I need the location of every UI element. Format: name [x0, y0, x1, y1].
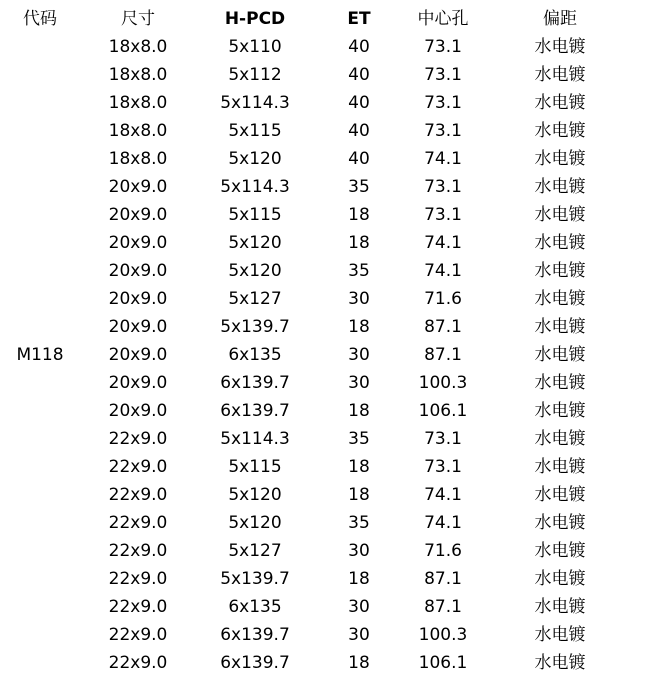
cell-center-bore: 73.1 — [424, 37, 462, 57]
cell-offset: 水电镀 — [534, 513, 586, 533]
cell-offset: 水电镀 — [534, 541, 586, 561]
cell-offset: 水电镀 — [534, 373, 586, 393]
cell-offset: 水电镀 — [534, 177, 586, 197]
table-header-row — [0, 5, 667, 33]
cell-et: 30 — [348, 541, 370, 561]
cell-pcd: 5x120 — [228, 261, 282, 281]
cell-size: 18x8.0 — [108, 65, 168, 85]
cell-size: 22x9.0 — [108, 429, 168, 449]
table-row — [0, 229, 667, 257]
table-row — [0, 313, 667, 341]
cell-pcd: 5x115 — [228, 205, 282, 225]
cell-offset: 水电镀 — [534, 149, 586, 169]
cell-pcd: 5x120 — [228, 149, 282, 169]
cell-offset: 水电镀 — [534, 317, 586, 337]
cell-center-bore: 74.1 — [424, 233, 462, 253]
cell-pcd: 5x127 — [228, 289, 282, 309]
table-row — [0, 89, 667, 117]
cell-center-bore: 87.1 — [424, 345, 462, 365]
cell-pcd: 5x120 — [228, 485, 282, 505]
table-row — [0, 537, 667, 565]
header-code: 代码 — [23, 9, 57, 29]
table-row — [0, 173, 667, 201]
cell-offset: 水电镀 — [534, 205, 586, 225]
table-row — [0, 425, 667, 453]
cell-et: 18 — [348, 569, 370, 589]
cell-size: 20x9.0 — [108, 261, 168, 281]
header-offset: 偏距 — [543, 9, 577, 29]
cell-offset: 水电镀 — [534, 233, 586, 253]
cell-size: 22x9.0 — [108, 625, 168, 645]
cell-size: 22x9.0 — [108, 513, 168, 533]
cell-et: 30 — [348, 373, 370, 393]
cell-center-bore: 87.1 — [424, 569, 462, 589]
cell-et: 40 — [348, 65, 370, 85]
cell-size: 20x9.0 — [108, 289, 168, 309]
cell-offset: 水电镀 — [534, 261, 586, 281]
cell-offset: 水电镀 — [534, 429, 586, 449]
cell-center-bore: 71.6 — [424, 289, 462, 309]
cell-center-bore: 73.1 — [424, 93, 462, 113]
cell-center-bore: 74.1 — [424, 513, 462, 533]
cell-center-bore: 73.1 — [424, 177, 462, 197]
cell-size: 20x9.0 — [108, 373, 168, 393]
cell-size: 22x9.0 — [108, 541, 168, 561]
cell-et: 18 — [348, 401, 370, 421]
cell-offset: 水电镀 — [534, 93, 586, 113]
cell-pcd: 5x127 — [228, 541, 282, 561]
cell-center-bore: 87.1 — [424, 597, 462, 617]
header-pcd: H-PCD — [224, 9, 286, 29]
cell-center-bore: 73.1 — [424, 457, 462, 477]
cell-pcd: 5x110 — [228, 37, 282, 57]
cell-size: 20x9.0 — [108, 233, 168, 253]
cell-offset: 水电镀 — [534, 65, 586, 85]
table-row — [0, 61, 667, 89]
cell-offset: 水电镀 — [534, 37, 586, 57]
cell-pcd: 5x114.3 — [220, 177, 290, 197]
cell-offset: 水电镀 — [534, 569, 586, 589]
cell-size: 22x9.0 — [108, 485, 168, 505]
cell-et: 30 — [348, 289, 370, 309]
table-row — [0, 481, 667, 509]
table-row — [0, 621, 667, 649]
cell-offset: 水电镀 — [534, 625, 586, 645]
cell-offset: 水电镀 — [534, 401, 586, 421]
cell-et: 35 — [348, 177, 370, 197]
cell-size: 22x9.0 — [108, 653, 168, 673]
cell-size: 20x9.0 — [108, 401, 168, 421]
cell-size: 22x9.0 — [108, 457, 168, 477]
cell-et: 18 — [348, 205, 370, 225]
table-row — [0, 285, 667, 313]
cell-size: 20x9.0 — [108, 177, 168, 197]
cell-size: 18x8.0 — [108, 121, 168, 141]
table-row — [0, 565, 667, 593]
cell-size: 18x8.0 — [108, 37, 168, 57]
cell-size: 20x9.0 — [108, 205, 168, 225]
cell-center-bore: 74.1 — [424, 149, 462, 169]
cell-size: 20x9.0 — [108, 345, 168, 365]
table-row — [0, 369, 667, 397]
cell-center-bore: 106.1 — [418, 401, 468, 421]
cell-offset: 水电镀 — [534, 597, 586, 617]
cell-center-bore: 71.6 — [424, 541, 462, 561]
table-row — [0, 145, 667, 173]
cell-pcd: 5x114.3 — [220, 429, 290, 449]
header-center-bore: 中心孔 — [417, 9, 469, 29]
cell-size: 18x8.0 — [108, 93, 168, 113]
cell-pcd: 5x120 — [228, 513, 282, 533]
header-et: ET — [347, 9, 371, 29]
cell-size: 18x8.0 — [108, 149, 168, 169]
cell-pcd: 6x139.7 — [220, 625, 290, 645]
cell-pcd: 5x120 — [228, 233, 282, 253]
table-row — [0, 453, 667, 481]
cell-pcd: 5x115 — [228, 457, 282, 477]
table-row — [0, 201, 667, 229]
cell-offset: 水电镀 — [534, 121, 586, 141]
cell-size: 20x9.0 — [108, 317, 168, 337]
cell-et: 18 — [348, 457, 370, 477]
table-row — [0, 593, 667, 621]
cell-center-bore: 73.1 — [424, 65, 462, 85]
cell-et: 18 — [348, 317, 370, 337]
table-row — [0, 33, 667, 61]
cell-center-bore: 73.1 — [424, 205, 462, 225]
cell-pcd: 6x139.7 — [220, 653, 290, 673]
cell-et: 30 — [348, 597, 370, 617]
table-row — [0, 509, 667, 537]
table-row — [0, 397, 667, 425]
cell-pcd: 6x135 — [228, 345, 282, 365]
table-row — [0, 649, 667, 677]
cell-offset: 水电镀 — [534, 653, 586, 673]
cell-et: 30 — [348, 345, 370, 365]
cell-et: 40 — [348, 149, 370, 169]
cell-center-bore: 74.1 — [424, 485, 462, 505]
cell-center-bore: 100.3 — [418, 373, 468, 393]
cell-et: 18 — [348, 485, 370, 505]
cell-et: 35 — [348, 513, 370, 533]
cell-pcd: 5x139.7 — [220, 317, 290, 337]
cell-pcd: 5x112 — [228, 65, 282, 85]
cell-pcd: 5x139.7 — [220, 569, 290, 589]
cell-et: 35 — [348, 261, 370, 281]
cell-center-bore: 73.1 — [424, 429, 462, 449]
table-row — [0, 257, 667, 285]
cell-offset: 水电镀 — [534, 457, 586, 477]
cell-center-bore: 74.1 — [424, 261, 462, 281]
cell-et: 30 — [348, 625, 370, 645]
table-row — [0, 341, 667, 369]
cell-center-bore: 106.1 — [418, 653, 468, 673]
cell-et: 18 — [348, 653, 370, 673]
cell-offset: 水电镀 — [534, 289, 586, 309]
cell-pcd: 5x115 — [228, 121, 282, 141]
cell-offset: 水电镀 — [534, 485, 586, 505]
cell-et: 40 — [348, 93, 370, 113]
cell-et: 18 — [348, 233, 370, 253]
cell-pcd: 6x139.7 — [220, 401, 290, 421]
cell-et: 40 — [348, 37, 370, 57]
cell-et: 40 — [348, 121, 370, 141]
cell-et: 35 — [348, 429, 370, 449]
table-row — [0, 117, 667, 145]
cell-size: 22x9.0 — [108, 569, 168, 589]
cell-center-bore: 73.1 — [424, 121, 462, 141]
cell-center-bore: 100.3 — [418, 625, 468, 645]
cell-center-bore: 87.1 — [424, 317, 462, 337]
cell-pcd: 5x114.3 — [220, 93, 290, 113]
model-code: M118 — [16, 345, 64, 365]
cell-offset: 水电镀 — [534, 345, 586, 365]
header-size: 尺寸 — [121, 9, 155, 29]
cell-pcd: 6x135 — [228, 597, 282, 617]
cell-size: 22x9.0 — [108, 597, 168, 617]
cell-pcd: 6x139.7 — [220, 373, 290, 393]
